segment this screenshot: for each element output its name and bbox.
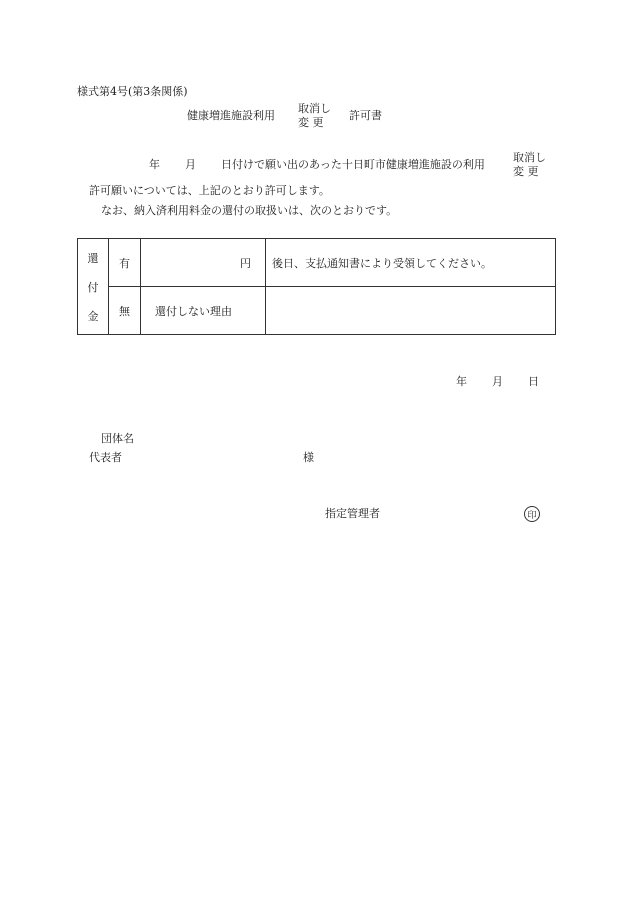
recipient-rep-label: 代表者 bbox=[89, 451, 122, 464]
body-option-cancel: 取消し bbox=[513, 151, 546, 164]
body-line2: 許可願いについては、上記のとおり許可します。 bbox=[89, 184, 330, 197]
body-line3: なお、納入済利用料金の還付の取扱いは、次のとおりです。 bbox=[101, 204, 398, 217]
seal-mark: 印 bbox=[524, 506, 540, 522]
body-line1-text: 日付けで願い出のあった十日町市健康増進施設の利用 bbox=[221, 158, 485, 171]
refund-no-mark: 無 bbox=[109, 287, 141, 335]
refund-amount-unit: 円 bbox=[141, 239, 266, 287]
title-option-cancel: 取消し bbox=[298, 102, 331, 115]
refund-row-no bbox=[78, 287, 556, 335]
recipient-group-label: 団体名 bbox=[101, 432, 134, 445]
issue-date-year: 年 bbox=[456, 375, 467, 388]
refund-no-reason-label: 還付しない理由 bbox=[141, 287, 266, 335]
issue-date-day: 日 bbox=[528, 375, 539, 388]
refund-label-char: 付 bbox=[87, 280, 99, 294]
refund-no-reason-value bbox=[266, 287, 556, 335]
refund-row-yes bbox=[78, 239, 556, 287]
body-date-year: 年 bbox=[149, 158, 160, 171]
body-date-month: 月 bbox=[185, 158, 196, 171]
recipient-honorific: 様 bbox=[303, 451, 314, 464]
title-options bbox=[298, 102, 331, 131]
title-option-change: 変 更 bbox=[298, 116, 324, 130]
refund-yes-note: 後日、支払通知書により受領してください。 bbox=[266, 239, 556, 287]
refund-label-char: 金 bbox=[87, 309, 99, 323]
form-label: 様式第4号(第3条関係) bbox=[77, 85, 188, 98]
refund-yes-mark: 有 bbox=[109, 239, 141, 287]
refund-label-cell bbox=[78, 239, 109, 335]
body-option-change: 変 更 bbox=[513, 165, 539, 179]
title-prefix: 健康増進施設利用 bbox=[187, 109, 275, 122]
issue-date-month: 月 bbox=[492, 375, 503, 388]
body-options bbox=[513, 151, 546, 180]
issuer-label: 指定管理者 bbox=[325, 507, 380, 520]
title-suffix: 許可書 bbox=[349, 109, 382, 122]
refund-label-char: 還 bbox=[87, 251, 99, 265]
refund-table bbox=[77, 238, 556, 335]
